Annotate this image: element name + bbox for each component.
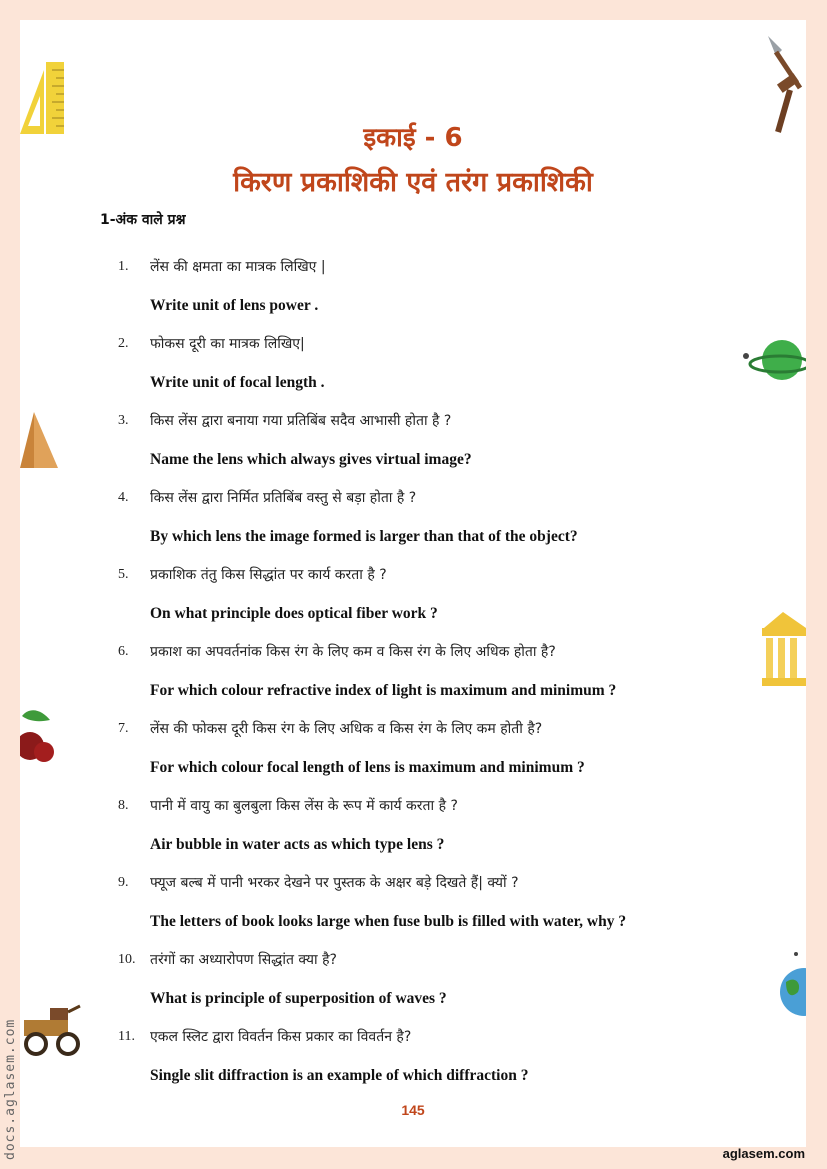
page-number: 145	[401, 1102, 425, 1118]
question-hindi: किस लेंस द्वारा बनाया गया प्रतिबिंब सदैव आभासी होता है ?	[150, 413, 452, 429]
list-item	[20, 486, 806, 563]
list-item	[20, 409, 806, 486]
chapter-title: किरण प्रकाशिकी एवं तरंग प्रकाशिकी	[233, 167, 593, 198]
question-english: What is principle of superposition of waves ?	[150, 990, 447, 1007]
document-page	[20, 20, 806, 1147]
list-item	[20, 794, 806, 871]
question-number: 8.	[118, 798, 129, 813]
question-english: The letters of book looks large when fuse bulb is filled with water, why ?	[150, 913, 627, 930]
list-item	[20, 640, 806, 717]
question-number: 10.	[118, 952, 136, 967]
list-item	[20, 563, 806, 640]
question-english: Write unit of lens power .	[150, 297, 319, 314]
question-english: For which colour refractive index of light is maximum and minimum ?	[150, 682, 617, 699]
question-english: Write unit of focal length .	[150, 374, 325, 391]
question-number: 1.	[118, 259, 129, 274]
question-hindi: तरंगों का अध्यारोपण सिद्धांत क्या है?	[150, 952, 337, 968]
list-item	[20, 332, 806, 409]
question-number: 6.	[118, 644, 129, 659]
footer-site-link[interactable]: aglasem.com	[722, 1146, 805, 1161]
question-english: By which lens the image formed is larger than that of the object?	[150, 528, 578, 545]
question-english: For which colour focal length of lens is maximum and minimum ?	[150, 759, 585, 776]
question-english: Single slit diffraction is an example of which diffraction ?	[150, 1067, 529, 1084]
question-number: 4.	[118, 490, 129, 505]
question-hindi: एकल स्लिट द्वारा विवर्तन किस प्रकार का विवर्तन है?	[150, 1029, 412, 1045]
list-item	[20, 1025, 806, 1102]
unit-title: इकाई - 6	[363, 123, 463, 153]
question-hindi: किस लेंस द्वारा निर्मित प्रतिबिंब वस्तु से बड़ा होता है ?	[150, 490, 417, 506]
question-hindi: प्रकाश का अपवर्तनांक किस रंग के लिए कम व किस रंग के लिए अधिक होता है?	[150, 644, 556, 660]
question-english: Air bubble in water acts as which type lens ?	[150, 836, 445, 853]
question-list	[20, 255, 806, 1102]
question-number: 7.	[118, 721, 129, 736]
question-number: 9.	[118, 875, 129, 890]
question-hindi: लेंस की क्षमता का मात्रक लिखिए |	[150, 259, 326, 275]
list-item	[20, 717, 806, 794]
question-hindi: प्रकाशिक तंतु किस सिद्धांत पर कार्य करता है ?	[150, 567, 387, 583]
question-english: Name the lens which always gives virtual image?	[150, 451, 472, 468]
question-hindi: पानी में वायु का बुलबुला किस लेंस के रूप में कार्य करता है ?	[150, 798, 458, 814]
side-watermark: docs.aglasem.com	[3, 1018, 18, 1160]
list-item	[20, 948, 806, 1025]
question-hindi: लेंस की फोकस दूरी किस रंग के लिए अधिक व किस रंग के लिए कम होती है?	[150, 721, 543, 737]
list-item	[20, 871, 806, 948]
section-heading: 1-अंक वाले प्रश्न	[100, 212, 186, 228]
question-number: 5.	[118, 567, 129, 582]
question-number: 11.	[118, 1029, 135, 1044]
question-english: On what principle does optical fiber work ?	[150, 605, 438, 622]
question-number: 3.	[118, 413, 129, 428]
question-number: 2.	[118, 336, 129, 351]
question-hindi: फ्यूज बल्ब में पानी भरकर देखने पर पुस्तक के अक्षर बड़े दिखते हैं| क्यों ?	[150, 875, 519, 891]
question-hindi: फोकस दूरी का मात्रक लिखिए|	[150, 336, 305, 352]
list-item	[20, 255, 806, 332]
